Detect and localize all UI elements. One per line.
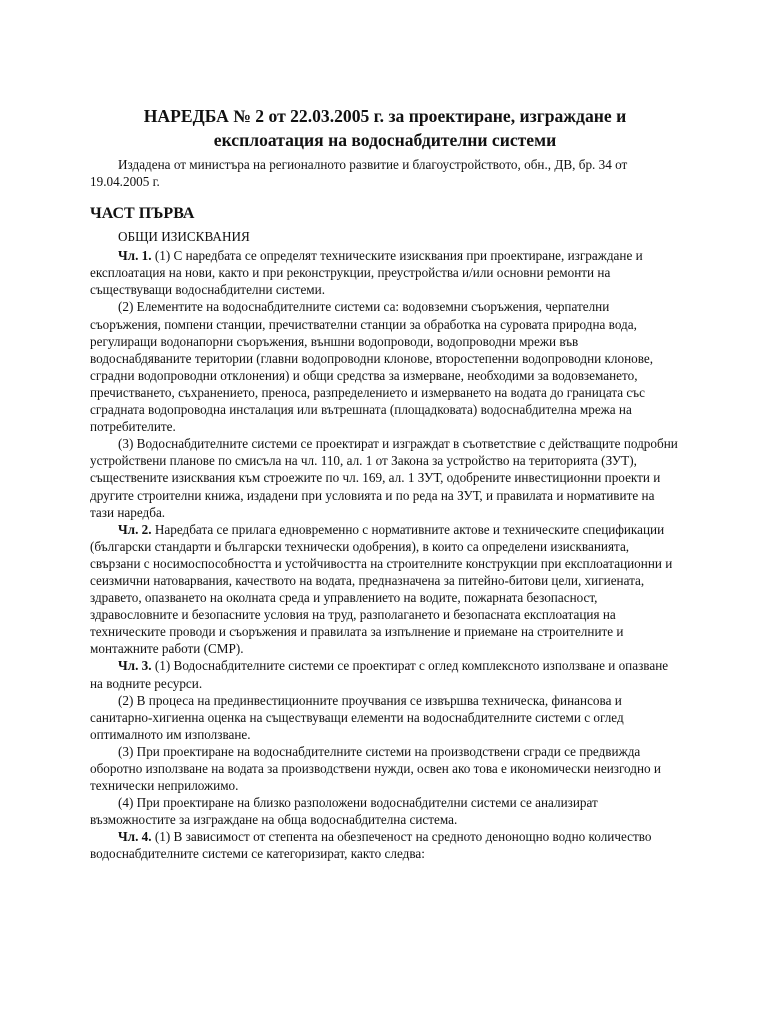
paragraph-art3-p3 (90, 743, 680, 794)
paragraph-text: (3) Водоснабдителните системи се проектират и изграждат в съответствие с действащите подробни устройствени планове по смисъла на чл. 110, ал. 1 от Закона за устройство на територията (ЗУТ), съществените изисквания към строежите по чл. 169, ал. 1 ЗУТ, одобрените инвестиционни проекти и другите строителни книжа, издадени при условията и по реда на ЗУТ, и правилата и нормативите на тази наредба. (90, 436, 678, 520)
section-heading: ОБЩИ ИЗИСКВАНИЯ (118, 229, 250, 245)
paragraph-art1-p2 (90, 298, 680, 435)
title-line-1: НАРЕДБА № 2 от 22.03.2005 г. за проектиране, изграждане и (143, 106, 627, 126)
part-heading: ЧАСТ ПЪРВА (90, 205, 195, 223)
document-page (90, 104, 680, 863)
paragraph-text: (1) С наредбата се определят техническите изисквания при проектиране, изграждане и експлоатация на нови, както и при реконструкции, преустройства и/или основни ремонти на съществуващи водоснабдителни системи. (90, 248, 643, 298)
paragraph-art3-p2 (90, 692, 680, 743)
paragraph-text: (2) В процеса на прединвестиционните проучвания се извършва техническа, финансова и санитарно-хигиенна оценка на съществуващи елементи на водоснабдителните системи с оглед оптималното им използване. (90, 692, 624, 742)
paragraph-text: (3) При проектиране на водоснабдителните системи на производствени сгради се предвижда оборотно използване на водата за производствени нужди, освен ако това е икономически неизгодно и технически неприложимо. (90, 743, 661, 794)
paragraph-art2 (90, 521, 680, 658)
title-line-2: експлоатация на водоснабдителни системи (213, 130, 557, 150)
issued-note: Издадена от министъра на регионалното развитие и благоустройството, обн., ДВ, бр. 34 от 19.04.2005 г. (90, 157, 628, 190)
paragraph-text: Наредбата се прилага едновременно с нормативните актове и техническите спецификации (български стандарти и български технически одобрения), в които са определени изискванията, свързани с носимоспособността и устойчивостта на строителните конструкции при експлоатационни и сеизмични натоварвания, качеството на водата, предназначена за питейно-битови цели, хигиената, здравето, опазването на околната среда и управлението на водите, пожарната безопасност, здравословните и безопасните условия на труд, разполагането и безопасната експлоатация на техническите проводи и съоръжения и правилата за изпълнение и приемане на строителните и монтажните работи (СМР). (90, 521, 673, 657)
article-label: Чл. 4. (118, 829, 152, 845)
paragraph-text: (2) Елементите на водоснабдителните системи са: водовземни съоръжения, черпателни съоръжения, помпени станции, пречиствателни станции за обработка на суровата природна вода, регулиращи водонапорни съоръжения, външни водопроводи, водопроводни мрежи във водоснабдяваните територии (главни водопроводни клонове, второстепенни водопроводни клонове, сградни водопроводни отклонения) и общи средства за измерване, необходими за водовземането, пречистването, съхранението, преноса, разпределението и измерването на водата до границата със сградната водопроводна инсталация или вътрешната (площадковата) водоснабдителна мрежа на потребителите. (90, 299, 654, 435)
document-title (90, 104, 680, 152)
paragraph-art1-p3 (90, 435, 680, 520)
paragraph-art3-p1 (90, 657, 680, 691)
paragraph-text: (1) Водоснабдителните системи се проектират с оглед комплексното използване и опазване на водните ресурси. (90, 658, 669, 691)
article-label: Чл. 3. (118, 658, 152, 674)
paragraph-art4-p1 (90, 828, 680, 862)
paragraph-text: (4) При проектиране на близко разположени водоснабдителни системи се анализират възможностите за изграждане на обща водоснабдителна система. (90, 795, 598, 828)
article-label: Чл. 2. (118, 521, 152, 537)
paragraph-art3-p4 (90, 794, 680, 828)
article-label: Чл. 1. (118, 248, 152, 264)
paragraph-text: (1) В зависимост от степента на обезпеченост на средното денонощно водно количество водоснабдителните системи се категоризират, както следва: (90, 829, 652, 862)
paragraph-art1-p1 (90, 247, 680, 298)
